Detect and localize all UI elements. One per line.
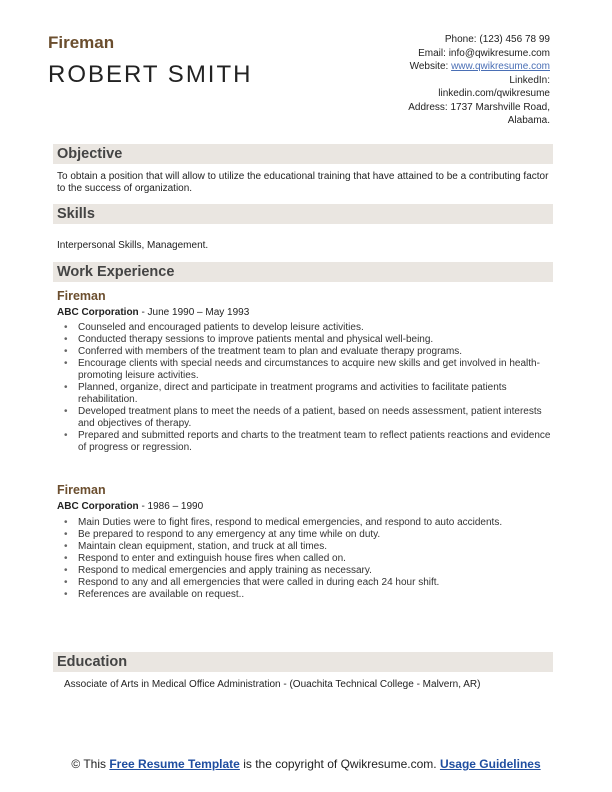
objective-heading: Objective (53, 144, 553, 164)
candidate-name: ROBERT SMITH (48, 61, 253, 88)
job-1-title: Fireman (57, 289, 106, 303)
job-2-title: Fireman (57, 483, 106, 497)
resume-header (48, 33, 252, 89)
skills-text: Interpersonal Skills, Management. (57, 240, 209, 251)
list-item: • Maintain clean equipment, station, and truck at all times. (60, 541, 552, 553)
list-item: • Planned, organize, direct and participate in treatment programs and activities to facilitate patients rehabilitation. (60, 382, 552, 406)
footer (0, 757, 612, 771)
free-resume-template-link[interactable]: Free Resume Template (109, 757, 240, 771)
footer-prefix: © This (71, 757, 106, 771)
objective-text: To obtain a position that will allow to utilize the educational training that have attained to be a contributing factor to the success of organization. (57, 171, 549, 194)
skills-heading: Skills (53, 204, 553, 224)
job-1-company: ABC Corporation (57, 307, 139, 318)
list-item: • Prepared and submitted reports and charts to the treatment team to reflect patients reactions and evidence of progress or regression. (60, 430, 552, 454)
job-1-company-line (57, 307, 249, 318)
job-1-bullets (60, 322, 552, 454)
contact-address: Address: 1737 Marshville Road, Alabama. (408, 101, 550, 126)
education-heading: Education (53, 652, 553, 672)
work-experience-heading: Work Experience (53, 262, 553, 282)
usage-guidelines-link[interactable]: Usage Guidelines (439, 757, 541, 771)
contact-block (370, 33, 550, 128)
list-item: • Respond to enter and extinguish house fires when called on. (60, 553, 552, 565)
job-2-company: ABC Corporation (57, 501, 139, 512)
list-item: • Conducted therapy sessions to improve patients mental and physical well-being. (60, 334, 552, 346)
job-2-bullets (60, 517, 552, 601)
list-item: • Developed treatment plans to meet the needs of a patient, based on needs assessment, patient interests and objectives of therapy. (60, 406, 552, 430)
website-link[interactable]: www.qwikresume.com (451, 61, 550, 72)
list-item: • Be prepared to respond to any emergency at any time while on duty. (60, 529, 552, 541)
footer-copyright: is the copyright of Qwikresume.com. (243, 757, 437, 771)
list-item: • Respond to any and all emergencies that were called in during each 24 hour shift. (60, 577, 552, 589)
list-item: • Encourage clients with special needs and circumstances to acquire new skills and get involved in health-promoting leisure activities. (60, 358, 552, 382)
education-text: Associate of Arts in Medical Office Administration - (Ouachita Technical College - Malvern, AR) (64, 679, 481, 690)
list-item: • Counseled and encouraged patients to develop leisure activities. (60, 322, 552, 334)
job-1-dates: - June 1990 – May 1993 (138, 307, 250, 318)
contact-phone: Phone: (123) 456 78 99 (444, 34, 550, 45)
contact-website: Website: www.qwikresume.com (409, 61, 550, 72)
job-2-dates: - 1986 – 1990 (138, 501, 204, 512)
list-item: • Respond to medical emergencies and apply training as necessary. (60, 565, 552, 577)
list-item: • Conferred with members of the treatment team to plan and evaluate therapy programs. (60, 346, 552, 358)
list-item: • Main Duties were to fight fires, respond to medical emergencies, and respond to auto accidents. (60, 517, 552, 529)
contact-linkedin-label: LinkedIn: (509, 74, 550, 86)
list-item: • References are available on request.. (60, 589, 552, 601)
contact-email: Email: info@qwikresume.com (418, 47, 550, 59)
job-2-company-line (57, 501, 203, 512)
contact-linkedin: linkedin.com/qwikresume (438, 88, 550, 99)
job-title: Fireman (48, 33, 115, 52)
